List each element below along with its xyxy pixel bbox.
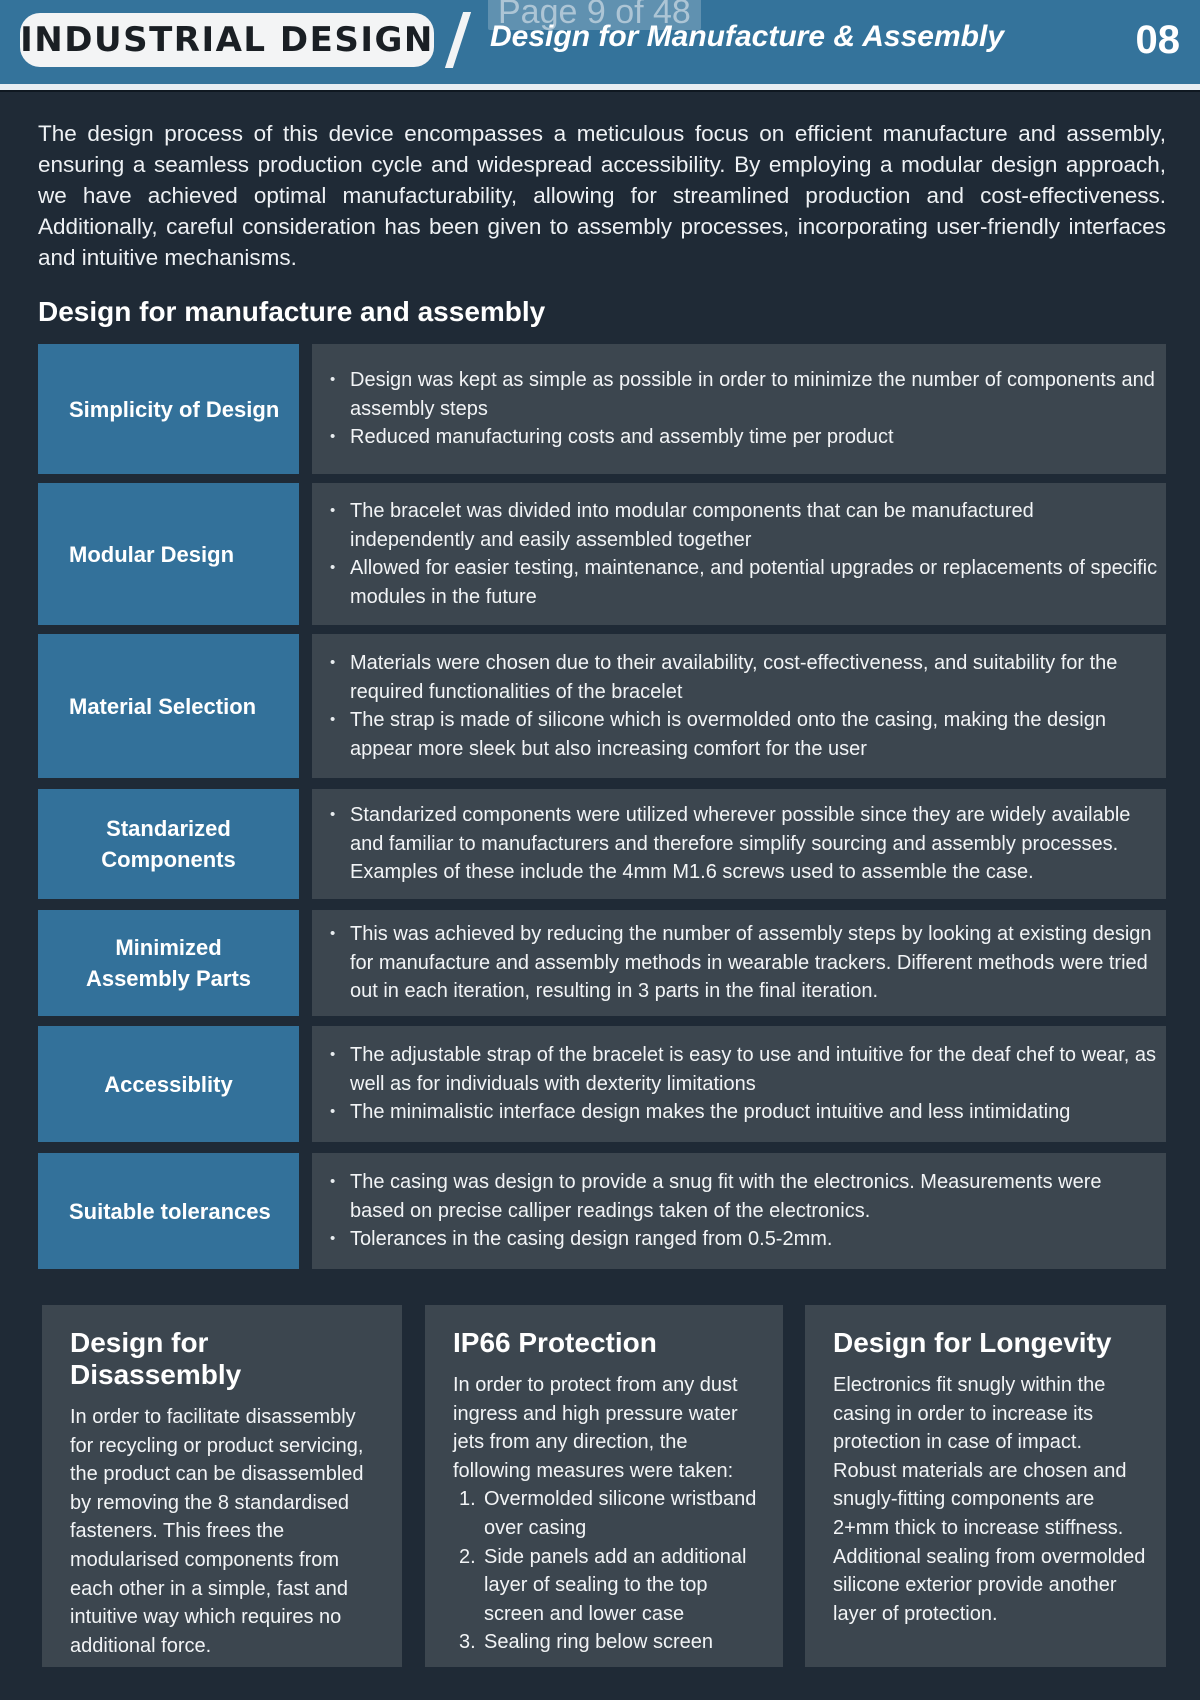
list-number: 3.	[459, 1631, 476, 1654]
bullet-item: • The strap is made of silicone which is overmolded onto the casing, making the design appear more sleek but also increasing comfort for the user	[350, 706, 1158, 763]
row-content	[312, 789, 1166, 899]
row-content	[312, 483, 1166, 625]
list-item-text: Sealing ring below screen	[484, 1631, 714, 1654]
card-title: Design for Longevity	[833, 1327, 1112, 1358]
section-title: Design for Manufacture & Assembly	[490, 20, 1004, 53]
row-label-line: Standarized	[106, 816, 231, 841]
page-indicator: Page 9 of 48	[488, 0, 701, 30]
bullet-item: • The adjustable strap of the bracelet is easy to use and intuitive for the deaf chef to wear, as well as for individuals with dexterity limitations	[350, 1041, 1158, 1098]
card-text: In order to facilitate disassembly for recycling or product servicing, the product can be disassembled by removing the 8 standardised fasteners. This frees the modularised components from each other in a simple, fast and intuitive way which requires no additional force.	[70, 1406, 364, 1657]
dfma-row-modular	[38, 483, 1166, 625]
bullet-item: • Reduced manufacturing costs and assembly time per product	[350, 423, 1158, 452]
card-disassembly	[42, 1305, 402, 1667]
dfma-row-simplicity	[38, 344, 1166, 474]
bullet-item: • Tolerances in the casing design ranged from 0.5-2mm.	[350, 1225, 1158, 1254]
row-content	[312, 1026, 1166, 1142]
row-label	[38, 910, 299, 1016]
bullet-item: • The bracelet was divided into modular components that can be manufactured independently and easily assembled together	[350, 497, 1158, 554]
row-label: Suitable tolerances	[38, 1153, 299, 1269]
bullet-item: • Design was kept as simple as possible in order to minimize the number of components and assembly steps	[350, 366, 1158, 423]
row-label-line: Assembly Parts	[85, 966, 252, 991]
bullet-item: • Materials were chosen due to their availability, cost-effectiveness, and suitability for the required functionalities of the bracelet	[350, 649, 1158, 706]
measures-list	[453, 1485, 765, 1657]
row-label-line: Minimized	[115, 935, 222, 960]
dfma-row-standardized	[38, 789, 1166, 899]
header-shadow-rule	[0, 90, 1200, 92]
row-label: Material Selection	[38, 634, 299, 778]
card-text: Electronics fit snugly within the casing in order to increase its protection in case of impact. Robust materials are chosen and snugly-fitting components are 2+mm thick to increase stiffness. Additional sealing from overmolded silicone exterior provide another layer of protection.	[833, 1374, 1146, 1625]
bullet-item: • Allowed for easier testing, maintenance, and potential upgrades or replacements of specific modules in the future	[350, 554, 1158, 611]
list-item	[453, 1485, 765, 1542]
row-content	[312, 344, 1166, 474]
row-label	[38, 789, 299, 899]
row-content	[312, 634, 1166, 778]
bullet-item: • The casing was design to provide a snug fit with the electronics. Measurements were based on precise calliper readings taken of the electronics.	[350, 1168, 1158, 1225]
header-slash-divider	[445, 12, 471, 68]
card-title: IP66 Protection	[453, 1327, 657, 1358]
bullet-item: • Standarized components were utilized wherever possible since they are widely available and familiar to manufacturers and therefore simplify sourcing and assembly processes. Examples of these include the 4mm M1.6 screws used to assemble the case.	[350, 801, 1158, 887]
intro-paragraph: The design process of this device encompasses a meticulous focus on efficient manufacture and assembly, ensuring a seamless production cycle and widespread accessibility. By employing a modular design approach, we have achieved optimal manufacturability, allowing for streamlined production and cost-effectiveness. Additionally, careful consideration has been given to assembly processes, incorporating user-friendly interfaces and intuitive mechanisms.	[38, 121, 1166, 270]
row-label: Simplicity of Design	[38, 344, 299, 474]
row-content	[312, 1153, 1166, 1269]
dfma-row-minimized	[38, 910, 1166, 1016]
card-longevity	[805, 1305, 1166, 1667]
list-number: 2.	[459, 1545, 476, 1568]
row-content	[312, 910, 1166, 1016]
dfma-row-tolerances	[38, 1153, 1166, 1269]
list-item	[453, 1543, 765, 1629]
row-label: Modular Design	[38, 483, 299, 625]
list-item	[453, 1628, 765, 1657]
dfma-row-material	[38, 634, 1166, 778]
card-title: Design for Disassembly	[70, 1327, 242, 1390]
page-header	[0, 0, 1200, 84]
list-number: 1.	[459, 1488, 476, 1511]
list-item-text: Side panels add an additional layer of sealing to the top screen and lower case	[484, 1545, 747, 1625]
list-item-text: Overmolded silicone wristband over casing	[484, 1488, 757, 1539]
bullet-item: • The minimalistic interface design makes the product intuitive and less intimidating	[350, 1098, 1158, 1127]
brand-label: INDUSTRIAL DESIGN	[20, 13, 434, 67]
row-label-line: Components	[101, 847, 236, 872]
dfma-row-accessibility	[38, 1026, 1166, 1142]
dfma-heading: Design for manufacture and assembly	[38, 296, 546, 327]
page-number: 08	[1135, 18, 1180, 62]
card-text: In order to protect from any dust ingress and high pressure water jets from any direction, the following measures were taken:	[453, 1374, 738, 1482]
bullet-item: • This was achieved by reducing the number of assembly steps by looking at existing design for manufacture and assembly methods in wearable trackers. Different methods were tried out in each iteration, resulting in 3 parts in the final iteration.	[350, 920, 1158, 1006]
card-ip66	[425, 1305, 783, 1667]
row-label: Accessiblity	[38, 1026, 299, 1142]
